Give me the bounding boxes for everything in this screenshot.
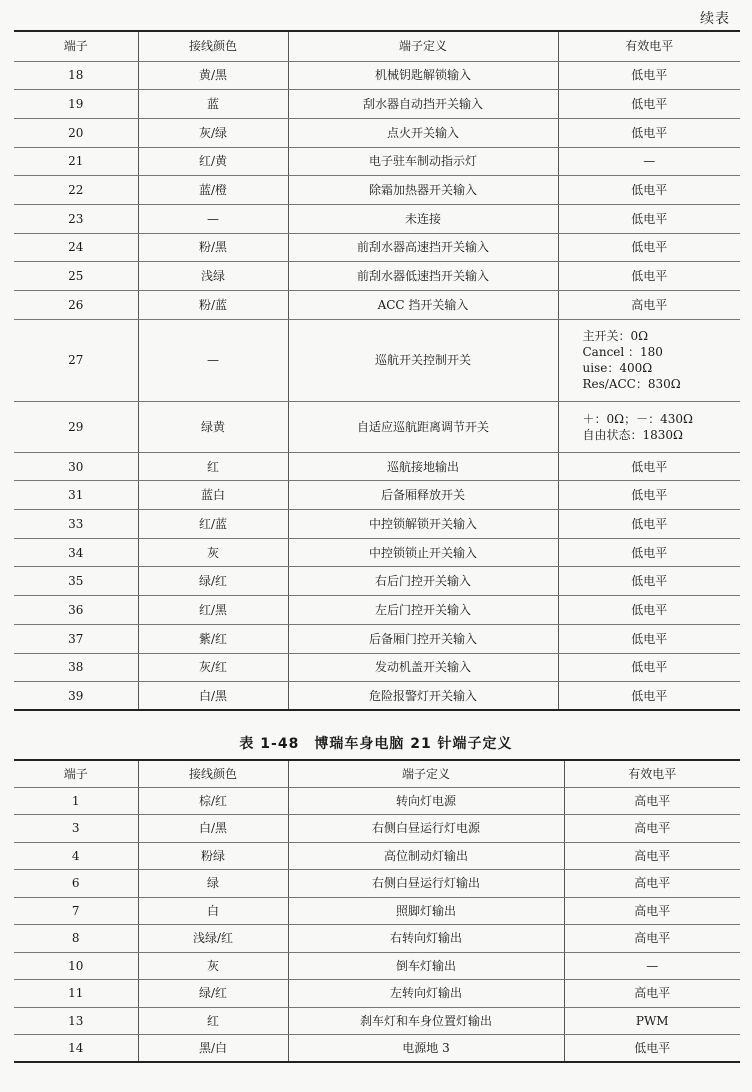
definition-cell: 巡航接地输出 xyxy=(288,452,558,481)
active-level-cell: 低电平 xyxy=(558,538,740,567)
definition-cell: ACC 挡开关输入 xyxy=(288,291,558,320)
table-row xyxy=(14,176,740,205)
active-level-line: uise：400Ω xyxy=(582,361,653,376)
pin-cell: 30 xyxy=(14,452,138,481)
active-level-cell: 低电平 xyxy=(558,624,740,653)
pin-cell: 31 xyxy=(14,481,138,510)
active-level-cell: 高电平 xyxy=(558,291,740,320)
continued-label: 续表 xyxy=(700,11,730,27)
pin-cell: 3 xyxy=(14,815,138,843)
wire-color-cell: 红/蓝 xyxy=(138,510,288,539)
header-pin: 端子 xyxy=(14,760,138,787)
wire-color-cell: 灰 xyxy=(138,538,288,567)
table-row xyxy=(14,624,740,653)
definition-cell: 危险报警灯开关输入 xyxy=(288,682,558,711)
table-row xyxy=(14,1035,740,1063)
table-row xyxy=(14,538,740,567)
table-row xyxy=(14,61,740,90)
pin-cell: 8 xyxy=(14,925,138,953)
wire-color-cell: 紫/红 xyxy=(138,624,288,653)
active-level-cell: 高电平 xyxy=(564,787,740,815)
active-level-cell: — xyxy=(564,952,740,980)
terminal-table-continued xyxy=(14,30,740,711)
wire-color-cell: 蓝 xyxy=(138,90,288,119)
wire-color-cell: 黄/黑 xyxy=(138,61,288,90)
table-header-row xyxy=(14,760,740,787)
definition-cell: 除霜加热器开关输入 xyxy=(288,176,558,205)
definition-cell: 发动机盖开关输入 xyxy=(288,653,558,682)
active-level-cell: 低电平 xyxy=(558,61,740,90)
definition-cell: 照脚灯输出 xyxy=(288,897,564,925)
definition-cell: 刹车灯和车身位置灯输出 xyxy=(288,1007,564,1035)
wire-color-cell: 灰 xyxy=(138,952,288,980)
definition-cell: 中控锁锁止开关输入 xyxy=(288,538,558,567)
wire-color-cell: 灰/绿 xyxy=(138,118,288,147)
active-level-cell: 高电平 xyxy=(564,815,740,843)
table-row xyxy=(14,897,740,925)
header-wire-color: 接线颜色 xyxy=(138,31,288,61)
pin-cell: 38 xyxy=(14,653,138,682)
definition-cell: 右侧白昼运行灯输出 xyxy=(288,870,564,898)
table-row xyxy=(14,952,740,980)
wire-color-cell: — xyxy=(138,204,288,233)
table-row xyxy=(14,90,740,119)
wire-color-cell: 浅绿/红 xyxy=(138,925,288,953)
active-level-cell: 低电平 xyxy=(564,1035,740,1063)
wire-color-cell: 绿/红 xyxy=(138,980,288,1008)
table-caption: 表 1-48 博瑞车身电脑 21 针端子定义 xyxy=(239,736,513,752)
definition-cell: 左后门控开关输入 xyxy=(288,596,558,625)
active-level-cell: 低电平 xyxy=(558,118,740,147)
active-level-cell: 低电平 xyxy=(558,452,740,481)
active-level-cell: 高电平 xyxy=(564,925,740,953)
pin-cell: 11 xyxy=(14,980,138,1008)
pin-cell: 10 xyxy=(14,952,138,980)
pin-cell: 33 xyxy=(14,510,138,539)
table-row xyxy=(14,682,740,711)
table-row xyxy=(14,842,740,870)
wire-color-cell: 绿黄 xyxy=(138,401,288,452)
active-level-cell xyxy=(558,319,740,401)
pin-cell: 23 xyxy=(14,204,138,233)
pin-cell: 29 xyxy=(14,401,138,452)
wire-color-cell: 棕/红 xyxy=(138,787,288,815)
pin-cell: 7 xyxy=(14,897,138,925)
table-row xyxy=(14,870,740,898)
pin-cell: 39 xyxy=(14,682,138,711)
active-level-line: 主开关：0Ω xyxy=(582,329,649,344)
table-row xyxy=(14,481,740,510)
terminal-table-21pin xyxy=(14,759,740,1063)
wire-color-cell: 绿/红 xyxy=(138,567,288,596)
pin-cell: 37 xyxy=(14,624,138,653)
active-level-line: Cancel ：180 xyxy=(582,345,663,360)
wire-color-cell: 浅绿 xyxy=(138,262,288,291)
active-level-cell: 低电平 xyxy=(558,567,740,596)
wire-color-cell: — xyxy=(138,319,288,401)
active-level-cell: 高电平 xyxy=(564,870,740,898)
table-row xyxy=(14,319,740,401)
table-row xyxy=(14,204,740,233)
pin-cell: 27 xyxy=(14,319,138,401)
wire-color-cell: 粉绿 xyxy=(138,842,288,870)
definition-cell: 右后门控开关输入 xyxy=(288,567,558,596)
definition-cell: 电源地 3 xyxy=(288,1035,564,1063)
active-level-line: 自由状态：1830Ω xyxy=(582,427,683,442)
definition-cell: 中控锁解锁开关输入 xyxy=(288,510,558,539)
table-row xyxy=(14,1007,740,1035)
active-level-cell: 高电平 xyxy=(564,980,740,1008)
table-row xyxy=(14,233,740,262)
wire-color-cell: 红/黄 xyxy=(138,147,288,176)
pin-cell: 36 xyxy=(14,596,138,625)
header-definition: 端子定义 xyxy=(288,760,564,787)
active-level-cell: 高电平 xyxy=(564,842,740,870)
active-level-cell: 低电平 xyxy=(558,204,740,233)
table-header-row xyxy=(14,31,740,61)
pin-cell: 21 xyxy=(14,147,138,176)
table-row xyxy=(14,653,740,682)
header-definition: 端子定义 xyxy=(288,31,558,61)
definition-cell: 左转向灯输出 xyxy=(288,980,564,1008)
active-level-line: ＋：0Ω；－：430Ω xyxy=(582,411,693,426)
table-row xyxy=(14,925,740,953)
wire-color-cell: 黑/白 xyxy=(138,1035,288,1063)
pin-cell: 13 xyxy=(14,1007,138,1035)
table-row xyxy=(14,401,740,452)
wire-color-cell: 白/黑 xyxy=(138,815,288,843)
pin-cell: 25 xyxy=(14,262,138,291)
pin-cell: 14 xyxy=(14,1035,138,1063)
definition-cell: 右侧白昼运行灯电源 xyxy=(288,815,564,843)
header-active-level: 有效电平 xyxy=(564,760,740,787)
active-level-cell: 低电平 xyxy=(558,176,740,205)
wire-color-cell: 粉/黑 xyxy=(138,233,288,262)
active-level-line: Res/ACC：830Ω xyxy=(582,377,681,392)
wire-color-cell: 蓝/橙 xyxy=(138,176,288,205)
table-row xyxy=(14,118,740,147)
wire-color-cell: 红 xyxy=(138,452,288,481)
definition-cell: 前刮水器低速挡开关输入 xyxy=(288,262,558,291)
pin-cell: 4 xyxy=(14,842,138,870)
table-row xyxy=(14,291,740,320)
table-row xyxy=(14,815,740,843)
active-level-cell: 低电平 xyxy=(558,653,740,682)
table-row xyxy=(14,510,740,539)
definition-cell: 前刮水器高速挡开关输入 xyxy=(288,233,558,262)
active-level-cell: PWM xyxy=(564,1007,740,1035)
pin-cell: 19 xyxy=(14,90,138,119)
active-level-cell xyxy=(558,401,740,452)
active-level-cell: 低电平 xyxy=(558,262,740,291)
active-level-cell: 低电平 xyxy=(558,682,740,711)
active-level-cell: — xyxy=(558,147,740,176)
pin-cell: 18 xyxy=(14,61,138,90)
table-row xyxy=(14,980,740,1008)
pin-cell: 22 xyxy=(14,176,138,205)
wire-color-cell: 白/黑 xyxy=(138,682,288,711)
definition-cell: 倒车灯输出 xyxy=(288,952,564,980)
header-wire-color: 接线颜色 xyxy=(138,760,288,787)
wire-color-cell: 绿 xyxy=(138,870,288,898)
definition-cell: 高位制动灯输出 xyxy=(288,842,564,870)
table-row xyxy=(14,147,740,176)
header-pin: 端子 xyxy=(14,31,138,61)
pin-cell: 35 xyxy=(14,567,138,596)
definition-cell: 电子驻车制动指示灯 xyxy=(288,147,558,176)
definition-cell: 刮水器自动挡开关输入 xyxy=(288,90,558,119)
table-row xyxy=(14,787,740,815)
active-level-cell: 低电平 xyxy=(558,233,740,262)
active-level-cell: 低电平 xyxy=(558,90,740,119)
definition-cell: 后备厢释放开关 xyxy=(288,481,558,510)
table-row xyxy=(14,262,740,291)
pin-cell: 26 xyxy=(14,291,138,320)
active-level-cell: 低电平 xyxy=(558,481,740,510)
wire-color-cell: 白 xyxy=(138,897,288,925)
wire-color-cell: 红/黑 xyxy=(138,596,288,625)
wire-color-cell: 粉/蓝 xyxy=(138,291,288,320)
wire-color-cell: 红 xyxy=(138,1007,288,1035)
definition-cell: 未连接 xyxy=(288,204,558,233)
pin-cell: 34 xyxy=(14,538,138,567)
wire-color-cell: 蓝白 xyxy=(138,481,288,510)
active-level-cell: 低电平 xyxy=(558,596,740,625)
pin-cell: 20 xyxy=(14,118,138,147)
definition-cell: 机械钥匙解锁输入 xyxy=(288,61,558,90)
pin-cell: 1 xyxy=(14,787,138,815)
definition-cell: 点火开关输入 xyxy=(288,118,558,147)
table-row xyxy=(14,567,740,596)
pin-cell: 6 xyxy=(14,870,138,898)
definition-cell: 右转向灯输出 xyxy=(288,925,564,953)
pin-cell: 24 xyxy=(14,233,138,262)
definition-cell: 后备厢门控开关输入 xyxy=(288,624,558,653)
active-level-cell: 高电平 xyxy=(564,897,740,925)
wire-color-cell: 灰/红 xyxy=(138,653,288,682)
definition-cell: 转向灯电源 xyxy=(288,787,564,815)
table-row xyxy=(14,452,740,481)
definition-cell: 巡航开关控制开关 xyxy=(288,319,558,401)
active-level-cell: 低电平 xyxy=(558,510,740,539)
definition-cell: 自适应巡航距离调节开关 xyxy=(288,401,558,452)
header-active-level: 有效电平 xyxy=(558,31,740,61)
table-row xyxy=(14,596,740,625)
